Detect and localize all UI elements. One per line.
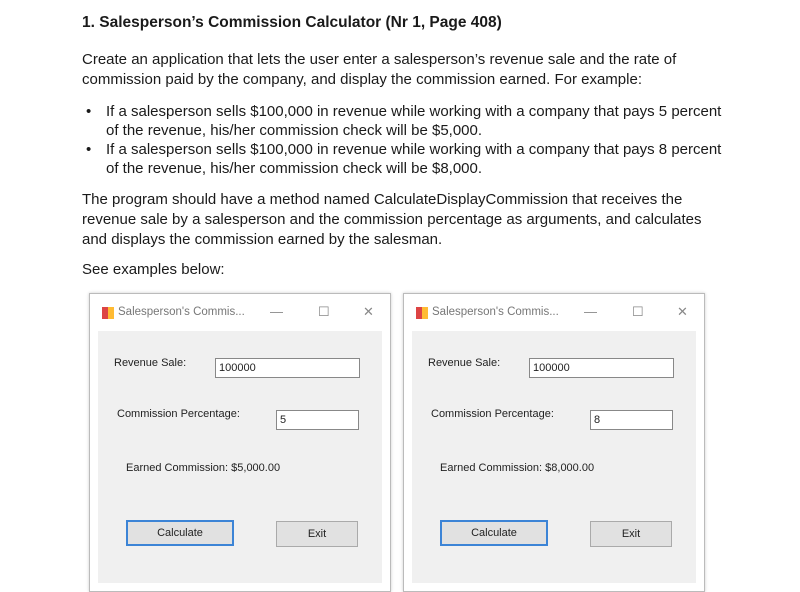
exit-button[interactable]: Exit: [590, 521, 672, 547]
maximize-button[interactable]: ☐: [632, 304, 644, 319]
calculate-button[interactable]: Calculate: [126, 520, 234, 546]
window-title: Salesperson's Commis...: [118, 306, 245, 318]
maximize-button[interactable]: ☐: [318, 304, 330, 319]
heading: 1. Salesperson’s Commission Calculator (Nr 1, Page 408): [82, 14, 502, 31]
method-paragraph: The program should have a method named CalculateDisplayCommission that receives the revenue sale by a salesperson and the commission percentage as arguments, and calculates and displays the commission earned by the salesman.: [82, 191, 702, 248]
app-icon: [416, 307, 428, 319]
example-list: [82, 102, 722, 178]
close-button[interactable]: ✕: [677, 304, 688, 319]
close-button[interactable]: ✕: [363, 304, 374, 319]
form-client: [98, 331, 382, 583]
revenue-label: Revenue Sale:: [114, 357, 187, 369]
exit-button[interactable]: Exit: [276, 521, 358, 547]
percent-label: Commission Percentage:: [117, 408, 240, 420]
earned-commission: Earned Commission: $5,000.00: [126, 462, 281, 474]
earned-commission: Earned Commission: $8,000.00: [440, 462, 595, 474]
percent-label: Commission Percentage:: [431, 408, 554, 420]
calculate-button[interactable]: Calculate: [440, 520, 548, 546]
revenue-input[interactable]: 100000: [215, 358, 360, 378]
form-client: [412, 331, 696, 583]
title-bar: [98, 304, 382, 326]
percent-input[interactable]: 8: [590, 410, 673, 430]
app-icon: [102, 307, 114, 319]
list-item: • If a salesperson sells $100,000 in revenue while working with a company that pays 5 percent of the revenue, his/her commission check will be $5,000.: [82, 102, 722, 140]
window-title: Salesperson's Commis...: [432, 306, 559, 318]
revenue-label: Revenue Sale:: [428, 357, 501, 369]
title-bar: [412, 304, 696, 326]
percent-input[interactable]: 5: [276, 410, 359, 430]
revenue-input[interactable]: 100000: [529, 358, 674, 378]
example-window-2: [403, 293, 705, 592]
example-window-1: [89, 293, 391, 592]
list-item: • If a salesperson sells $100,000 in revenue while working with a company that pays 8 percent of the revenue, his/her commission check will be $8,000.: [82, 140, 722, 178]
see-examples: See examples below:: [82, 261, 225, 278]
intro-paragraph: Create an application that lets the user enter a salesperson’s revenue sale and the rate of commission paid by the company, and display the commission earned. For example:: [82, 51, 677, 88]
minimize-button[interactable]: —: [584, 304, 597, 319]
minimize-button[interactable]: —: [270, 304, 283, 319]
